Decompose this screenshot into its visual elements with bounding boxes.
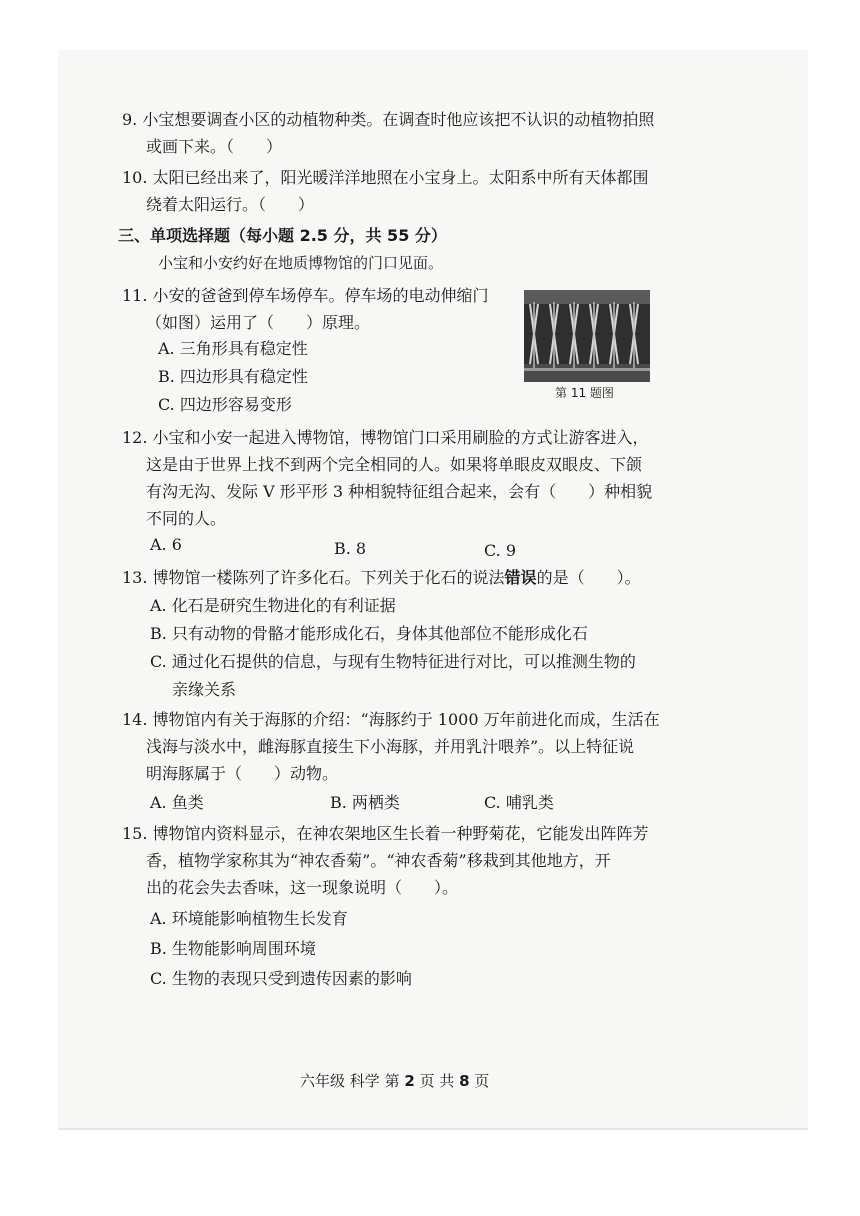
question-12-line-3: 有沟无沟、发际 V 形平形 3 种相貌特征组合起来，会有（ ）种相貌 [146,482,653,501]
q11-option-c: C. 四边形容易变形 [158,395,292,414]
page-edge [58,1128,808,1130]
question-14 [122,706,660,787]
q13-option-a: A. 化石是研究生物进化的有利证据 [150,596,396,615]
question-10-line-2: 绕着太阳运行。（ ） [146,195,315,214]
footer-page-pre: 第 [384,1072,400,1090]
question-11-line-2: （如图）运用了（ ）原理。 [146,313,371,332]
question-11-line-1: 11. 小安的爸爸到停车场停车。停车场的电动伸缩门 [122,286,489,305]
q15-option-a: A. 环境能影响植物生长发育 [150,909,348,928]
q14-option-c: C. 哺乳类 [484,793,554,812]
question-12-line-1: 12. 小宝和小安一起进入博物馆，博物馆门口采用刷脸的方式让游客进入， [122,428,649,447]
page-footer [300,1070,489,1091]
question-13 [122,564,641,591]
question-10 [122,164,649,218]
footer-page-post: 页 [474,1072,490,1090]
question-9-line-2: 或画下来。（ ） [146,137,283,156]
question-9 [122,106,654,160]
question-12 [122,424,652,532]
q14-option-a: A. 鱼类 [150,793,204,812]
question-12-line-2: 这是由于世界上找不到两个完全相同的人。如果将单眼皮双眼皮、下颌 [146,455,643,474]
question-14-line-2: 浅海与淡水中，雌海豚直接生下小海豚，并用乳汁喂养”。以上特征说 [146,737,635,756]
q15-option-c: C. 生物的表现只受到遗传因素的影响 [150,969,412,988]
q12-option-c: C. 9 [484,541,517,560]
question-15-line-1: 15. 博物馆内资料显示，在神农架地区生长着一种野菊花，它能发出阵阵芳 [122,824,649,843]
question-14-line-3: 明海豚属于（ ）动物。 [146,764,339,783]
q14-option-b: B. 两栖类 [330,793,400,812]
footer-grade: 六年级 [300,1072,346,1090]
q13-option-c: C. 通过化石提供的信息，与现有生物特征进行对比，可以推测生物的 [150,652,636,671]
question-9-line-1: 9. 小宝想要调查小区的动植物种类。在调查时他应该把不认识的动植物拍照 [122,110,655,129]
retractable-gate-photo [524,290,650,382]
footer-page-total: 8 [459,1072,470,1090]
question-11 [122,282,489,336]
q13-option-b: B. 只有动物的骨骼才能形成化石，身体其他部位不能形成化石 [150,624,588,643]
question-13-emphasis: 错误 [504,568,537,587]
retractable-gate-illustration [524,290,650,382]
question-13-stem: 13. 博物馆一楼陈列了许多化石。下列关于化石的说法 [122,568,505,587]
q13-option-c-continued: 亲缘关系 [172,680,237,699]
question-15-line-2: 香，植物学家称其为“神农香菊”。“神农香菊”移栽到其他地方，开 [146,851,611,870]
footer-page-mid: 页 共 [419,1072,455,1090]
q12-option-b: B. 8 [334,539,367,558]
q11-option-a: A. 三角形具有稳定性 [158,339,308,358]
question-10-line-1: 10. 太阳已经出来了，阳光暖洋洋地照在小宝身上。太阳系中所有天体都围 [122,168,649,187]
question-12-line-4: 不同的人。 [146,509,227,528]
figure-11-caption: 第 11 题图 [555,386,614,400]
question-15 [122,820,649,901]
question-13-stem-end: 的是（ ）。 [536,568,641,587]
q11-option-b: B. 四边形具有稳定性 [158,367,308,386]
question-15-line-3: 出的花会失去香味，这一现象说明（ ）。 [146,878,459,897]
section-intro: 小宝和小安约好在地质博物馆的门口见面。 [158,254,444,272]
question-14-line-1: 14. 博物馆内有关于海豚的介绍：“海豚约于 1000 万年前进化而成，生活在 [122,710,660,729]
footer-subject: 科学 [349,1072,380,1090]
q15-option-b: B. 生物能影响周围环境 [150,939,316,958]
footer-page-number: 2 [404,1072,415,1090]
section-title: 三、单项选择题（每小题 2.5 分，共 55 分） [118,226,447,245]
q12-option-a: A. 6 [150,535,182,554]
